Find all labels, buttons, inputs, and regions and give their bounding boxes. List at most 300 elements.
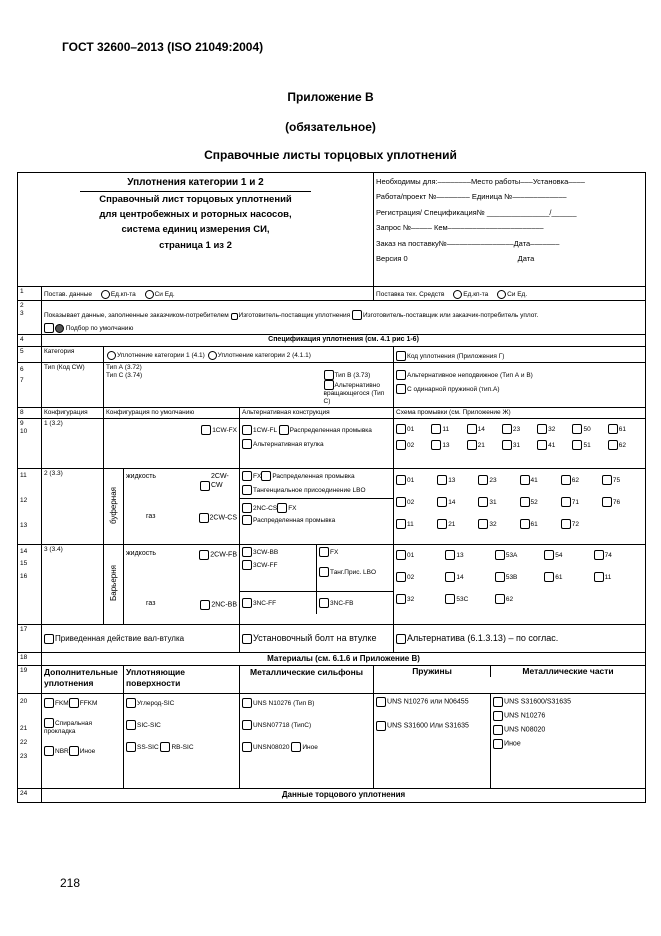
flush-plan-code: 11 (442, 426, 450, 433)
flush-plan-code: 02 (407, 499, 415, 506)
ffkm-option: FFKM (79, 700, 98, 707)
flush-plan-code: 13 (442, 442, 450, 449)
flush-plan-option[interactable] (478, 475, 519, 485)
supply-data-label: Постав. данные (44, 290, 92, 298)
tangential-lbo-option: Тангенциальное присоединение LBO (253, 487, 366, 494)
flush-plan-option[interactable] (594, 550, 643, 560)
config-3nc-ff: 3NC-FF (253, 600, 277, 607)
checkbox-icon[interactable] (478, 519, 488, 529)
checkbox-icon[interactable] (199, 513, 209, 523)
checkbox-icon (231, 313, 238, 320)
row-number: 6 7 (18, 362, 42, 407)
flush-plan-code: 61 (555, 574, 563, 581)
seal-faces-options (124, 694, 240, 789)
checkbox-icon[interactable] (396, 424, 406, 434)
info-request: Запрос №––––– Кем––––––––––––––––––––––– (376, 223, 544, 233)
checkbox-icon[interactable] (200, 600, 210, 610)
other-option: Иное (302, 744, 318, 751)
metal-parts-header: Металлические части (522, 666, 614, 677)
flush-plan-code: 31 (489, 499, 497, 506)
checkbox-icon[interactable] (520, 475, 530, 485)
alt-stationary-option: Альтернативное неподвижное (Тип А и В) (407, 371, 533, 379)
checkbox-icon[interactable] (201, 425, 211, 435)
flush-plan-option[interactable] (445, 550, 494, 560)
alternative-option: Альтернатива (6.1.3.13) – по соглас. (407, 633, 559, 643)
checkbox-icon[interactable] (437, 497, 447, 507)
checkbox-icon[interactable] (445, 550, 455, 560)
flush-plan-code: 61 (618, 426, 626, 433)
info-project-number: Работа/проект №–––––––– Единица №––––––––––––– (376, 192, 567, 202)
row-number: 18 (18, 653, 42, 666)
type-a-option: Тип А (3.72) (106, 363, 142, 371)
row-number: 1 (18, 287, 42, 301)
checkbox-icon[interactable] (242, 439, 252, 449)
flush-plan-code: 53C (456, 596, 469, 603)
flush-plans-config-3 (394, 545, 646, 625)
flush-plan-option[interactable] (572, 440, 607, 450)
checkbox-icon[interactable] (279, 425, 289, 435)
buffer-label: буферная (108, 486, 118, 524)
row-number: 17 (18, 625, 42, 653)
checkbox-icon[interactable] (242, 598, 252, 608)
buffer-cell (104, 469, 124, 545)
flush-plan-code: 51 (583, 442, 591, 449)
checkbox-icon[interactable] (396, 519, 406, 529)
checkbox-icon[interactable] (431, 424, 441, 434)
flush-plan-option[interactable] (495, 594, 544, 604)
config-2cw-cs: 2CW-CS (209, 513, 237, 521)
flush-plan-code: 13 (456, 552, 464, 559)
checkbox-icon[interactable] (495, 550, 505, 560)
flush-plan-option[interactable] (396, 440, 431, 450)
sic-sic-option: SIC-SIC (137, 722, 161, 729)
checkbox-icon[interactable] (126, 720, 136, 730)
checkbox-icon[interactable] (69, 746, 79, 756)
flush-plan-option[interactable] (602, 497, 643, 507)
flush-plan-option[interactable] (520, 519, 561, 529)
radio-icon[interactable] (453, 290, 462, 299)
alt-rotating-option: Альтернативно вращающегося (Тип С) (323, 381, 385, 405)
flush-plan-option[interactable] (445, 572, 494, 582)
liquid-label: жидкость (126, 550, 157, 558)
config-2-label: 2 (3.3) (42, 469, 104, 545)
checkbox-icon[interactable] (291, 742, 301, 752)
seal-datasheet-table (17, 172, 646, 803)
checkbox-icon[interactable] (396, 384, 406, 394)
checkbox-icon[interactable] (537, 440, 547, 450)
flush-plan-option[interactable] (437, 519, 478, 529)
config-1-default (104, 419, 240, 469)
flush-plan-option[interactable] (608, 440, 643, 450)
spiral-gasket-option: Спиральная прокладка (44, 720, 92, 736)
flush-plan-option[interactable] (520, 497, 561, 507)
sheet-title-line1: Справочный лист торцовых уплотнений (99, 194, 292, 205)
carbon-sic-option: Углерод-SIC (137, 700, 175, 707)
flush-plan-header: Схема промывки (см. Приложение Ж) (394, 408, 646, 419)
secondary-seals-options (42, 694, 124, 789)
checkbox-icon[interactable] (502, 440, 512, 450)
checkbox-icon[interactable] (242, 560, 252, 570)
row-number: 9 10 (18, 419, 42, 469)
flush-plan-code: 74 (604, 552, 612, 559)
rows-2-3 (42, 301, 646, 335)
set-screw-cell (240, 625, 394, 653)
checkbox-icon[interactable] (277, 503, 287, 513)
checkbox-icon[interactable] (467, 424, 477, 434)
fx-option: FX (253, 473, 262, 480)
springs-metal-options (374, 694, 646, 789)
checkbox-icon[interactable] (242, 485, 252, 495)
metal-n08020-option: UNS N08020 (504, 726, 546, 734)
config-2cw-fb: 2CW-FB (210, 551, 237, 559)
flush-plan-code: 01 (407, 477, 415, 484)
checkbox-icon[interactable] (478, 497, 488, 507)
flush-plan-option[interactable] (437, 475, 478, 485)
checkbox-icon[interactable] (396, 634, 406, 644)
checkbox-icon[interactable] (319, 567, 329, 577)
config-2-default (124, 469, 240, 545)
alternative-design-header: Альтернативная конструкция (240, 408, 394, 419)
annex-name: Справочные листы торцовых уплотнений (204, 148, 457, 162)
checkbox-icon[interactable] (437, 475, 447, 485)
flush-plan-code: 62 (571, 477, 579, 484)
metal-bellows-options (240, 694, 374, 789)
checkbox-icon[interactable] (520, 497, 530, 507)
document-header: ГОСТ 32600–2013 (ISO 21049:2004) (62, 40, 264, 54)
default-configuration-header: Конфигурация по умолчанию (104, 408, 240, 419)
flush-plan-option[interactable] (396, 519, 437, 529)
checkbox-icon (352, 310, 362, 320)
checkbox-icon[interactable] (493, 725, 503, 735)
uns-n10276-option: UNS N10276 (Тип В) (253, 700, 315, 707)
radio-icon[interactable] (208, 351, 217, 360)
barrier-cell (104, 545, 124, 625)
config-1cw-fl: 1CW-FL (253, 427, 277, 434)
flush-plan-option[interactable] (396, 497, 437, 507)
flush-plan-code: 01 (407, 552, 415, 559)
flush-plans-config-1 (394, 419, 646, 469)
checkbox-icon[interactable] (242, 634, 252, 644)
checkbox-icon[interactable] (572, 424, 582, 434)
flush-plan-code: 76 (612, 499, 621, 506)
flush-plan-option[interactable] (561, 497, 602, 507)
checkbox-icon[interactable] (396, 475, 406, 485)
row-number: 4 (18, 335, 42, 347)
config-3nc-fb: 3NC-FB (330, 600, 354, 607)
checkbox-icon[interactable] (324, 370, 334, 380)
radio-icon[interactable] (497, 290, 506, 299)
flush-plan-option[interactable] (437, 497, 478, 507)
tangential-lbo-option: Танг.Прис. LBO (330, 569, 377, 576)
checkbox-icon[interactable] (493, 697, 503, 707)
gas-label: газ (146, 512, 156, 520)
checkbox-icon[interactable] (396, 351, 406, 361)
flush-plan-grid (396, 550, 643, 604)
checkbox-icon[interactable] (561, 497, 571, 507)
flush-plan-code: 41 (548, 442, 556, 449)
manufacturer-or-customer-legend: Изготовитель-поставщик или заказчик-потребитель уплот. (362, 311, 539, 319)
checkbox-icon[interactable] (561, 475, 571, 485)
sheet-title-line2: для центробежных и роторных насосов, (99, 209, 292, 221)
metal-s31600-option: UNS S31600/S31635 (504, 698, 571, 706)
flush-plan-code: 53A (505, 552, 518, 559)
checkbox-icon[interactable] (608, 424, 618, 434)
row-1-left (42, 287, 374, 301)
checkbox-icon[interactable] (467, 440, 477, 450)
flush-plan-option[interactable] (445, 594, 494, 604)
flush-plan-option[interactable] (478, 519, 519, 529)
checkbox-icon[interactable] (44, 746, 54, 756)
tech-supply-label: Поставка тех. Средств (376, 290, 445, 298)
checkbox-icon[interactable] (319, 547, 329, 557)
flush-plan-option[interactable] (544, 572, 593, 582)
checkbox-icon[interactable] (445, 594, 455, 604)
flush-plan-code: 13 (448, 477, 456, 484)
checkbox-icon[interactable] (44, 698, 54, 708)
barrier-label: Барьерня (108, 565, 118, 602)
checkbox-icon[interactable] (126, 742, 136, 752)
config-2nc-bb: 2NC-BB (211, 601, 237, 609)
checkbox-icon[interactable] (396, 594, 406, 604)
checkbox-icon[interactable] (242, 698, 252, 708)
radio-icon[interactable] (101, 290, 110, 299)
sheet-title-line3: система единиц измерения СИ, (121, 224, 270, 236)
spring-s31600-option: UNS S31600 Или S31635 (387, 722, 469, 730)
flush-plan-option[interactable] (502, 440, 537, 450)
uns-n08020-option: UNSN08020 (253, 744, 290, 751)
default-selection-icon (55, 324, 64, 333)
flush-plan-code: 41 (530, 477, 538, 484)
distributed-flush-option: Распределенная промывка (272, 473, 355, 480)
flush-plan-option[interactable] (396, 550, 445, 560)
checkbox-icon[interactable] (199, 550, 209, 560)
checkbox-icon[interactable] (69, 698, 79, 708)
config-2nc-cs: 2NC-CS (253, 505, 278, 512)
annex-title: Приложение В (287, 90, 374, 104)
sheet-category-title: Уплотнения категории 1 и 2 (80, 175, 311, 192)
customer-data-legend: Показывает данные, заполненные заказчиком-потребителем (44, 311, 229, 319)
checkbox-icon[interactable] (261, 471, 271, 481)
flush-plan-grid (396, 475, 643, 529)
checkbox-icon[interactable] (561, 519, 571, 529)
config-1cw-fx: 1CW-FX (212, 427, 237, 434)
springs-metal-header (374, 666, 646, 694)
checkbox-icon[interactable] (437, 519, 447, 529)
flush-plan-code: 61 (530, 521, 538, 528)
checkbox-icon[interactable] (126, 698, 136, 708)
fx-option: FX (288, 505, 297, 512)
flush-plan-option[interactable] (608, 424, 643, 434)
flush-plan-code: 21 (448, 521, 456, 528)
flush-plan-code: 23 (489, 477, 497, 484)
default-selection-label: Подбор по умолчанию (65, 324, 134, 332)
flush-plan-code: 21 (477, 442, 485, 449)
flush-plan-code: 71 (571, 499, 579, 506)
checkbox-icon[interactable] (242, 503, 252, 513)
flush-plan-code: 54 (555, 552, 563, 559)
checkbox-icon[interactable] (544, 550, 554, 560)
flush-plan-option[interactable] (537, 424, 572, 434)
liquid-label: жидкость (126, 473, 157, 481)
checkbox-icon[interactable] (602, 497, 612, 507)
checkbox-icon[interactable] (445, 572, 455, 582)
row-number: 2 3 (18, 301, 42, 335)
radio-icon[interactable] (145, 290, 154, 299)
flush-plan-option[interactable] (396, 572, 445, 582)
flush-plan-option[interactable] (602, 475, 643, 485)
flush-plan-option[interactable] (396, 424, 431, 434)
page-number: 218 (60, 876, 81, 890)
sleeve-drive-option: Приведенная действие вал-втулка (55, 633, 185, 643)
row-1-right (374, 287, 646, 301)
type-label: Тип (Код CW) (42, 362, 104, 407)
annex-status: (обязательное) (285, 120, 376, 134)
checkbox-icon[interactable] (396, 497, 406, 507)
checkbox-icon[interactable] (431, 440, 441, 450)
row-number: 19 (18, 666, 42, 694)
info-order: Заказ на поставку№––––––––––––––––Дата––––––– (376, 238, 560, 248)
seal-data-heading: Данные торцового уплотнения (42, 789, 646, 803)
checkbox-icon[interactable] (319, 598, 329, 608)
checkbox-icon[interactable] (502, 424, 512, 434)
flush-plan-option[interactable] (431, 424, 466, 434)
flush-plan-option[interactable] (467, 440, 502, 450)
checkbox-icon (44, 323, 54, 333)
checkbox-icon[interactable] (396, 440, 406, 450)
config-1-alternative (240, 419, 394, 469)
checkbox-icon[interactable] (324, 380, 334, 390)
checkbox-icon[interactable] (44, 718, 54, 728)
flush-plan-option[interactable] (502, 424, 537, 434)
checkbox-icon[interactable] (160, 742, 170, 752)
flush-plan-code: 01 (407, 426, 415, 433)
single-spring-option: С одинарной пружиной (тип.А) (407, 385, 500, 393)
flush-plan-option[interactable] (537, 440, 572, 450)
category-2-option: Уплотнение категории 2 (4.1.1) (217, 352, 311, 360)
flush-plan-code: 62 (505, 596, 514, 603)
checkbox-icon[interactable] (200, 481, 210, 491)
checkbox-icon[interactable] (537, 424, 547, 434)
set-screw-option: Установочный болт на втулке (253, 633, 377, 643)
si-units-option: Си Ед. (507, 290, 528, 298)
checkbox-icon[interactable] (242, 742, 252, 752)
flush-plan-code: 14 (456, 574, 464, 581)
other-option: Иное (79, 748, 96, 756)
flush-plan-option[interactable] (572, 424, 607, 434)
checkbox-icon[interactable] (376, 721, 386, 731)
flush-plan-option[interactable] (495, 550, 544, 560)
flush-plan-option[interactable] (520, 475, 561, 485)
flush-plans-config-2 (394, 469, 646, 545)
checkbox-icon[interactable] (594, 572, 604, 582)
config-3-alternative (240, 545, 394, 625)
fkm-option: FKM (55, 700, 69, 707)
checkbox-icon[interactable] (495, 572, 505, 582)
flush-plan-code: 14 (448, 499, 456, 506)
checkbox-icon[interactable] (544, 572, 554, 582)
flush-plan-option[interactable] (561, 519, 602, 529)
checkbox-icon[interactable] (242, 720, 252, 730)
flush-plan-code: 53B (505, 574, 518, 581)
sheet-title-block (18, 173, 374, 287)
flush-plan-code: 14 (477, 426, 485, 433)
row-number: 11 12 13 (18, 469, 42, 545)
flush-plan-code: 11 (604, 574, 612, 581)
alternative-sleeve-option: Альтернативная втулка (253, 441, 324, 448)
checkbox-icon[interactable] (608, 440, 618, 450)
uns-n07718-option: UNSN07718 (ТипС) (253, 722, 312, 729)
flush-plan-option[interactable] (396, 475, 437, 485)
flush-plan-option[interactable] (478, 497, 519, 507)
checkbox-icon[interactable] (594, 550, 604, 560)
sheet-info-block (374, 173, 646, 287)
checkbox-icon[interactable] (572, 440, 582, 450)
fx-option: FX (330, 549, 339, 556)
other-option: Иное (504, 740, 521, 748)
config-3cw-bb: 3CW-BB (253, 549, 279, 556)
config-3cw-ff: 3CW-FF (253, 562, 278, 569)
configuration-header: Конфигурация (42, 408, 104, 419)
type-alternatives (394, 362, 646, 407)
checkbox-icon[interactable] (242, 547, 252, 557)
sleeve-drive-cell (42, 625, 240, 653)
checkbox-icon[interactable] (44, 634, 54, 644)
checkbox-icon[interactable] (493, 711, 503, 721)
flush-plan-option[interactable] (467, 424, 502, 434)
info-required-for: Необходимы для:––––––––Место работы–––Установка–––– (376, 177, 585, 186)
checkbox-icon[interactable] (396, 550, 406, 560)
seal-code-cell (394, 346, 646, 362)
flush-plan-option[interactable] (396, 594, 445, 604)
checkbox-icon[interactable] (493, 739, 503, 749)
type-c-option: Тип С (3.74) (106, 371, 143, 379)
secondary-seals-header: Дополнительные уплотнения (42, 666, 124, 694)
flush-plan-option[interactable] (431, 440, 466, 450)
config-2-alternative (240, 469, 394, 545)
checkbox-icon[interactable] (396, 370, 406, 380)
springs-header: Пружины (374, 666, 491, 677)
flush-plan-code: 75 (612, 477, 621, 484)
checkbox-icon[interactable] (520, 519, 530, 529)
si-units-option: Си Ед. (154, 290, 175, 298)
info-registration: Регистрация/ Спецификация№ _______________/______ (376, 207, 577, 217)
checkbox-icon[interactable] (495, 594, 505, 604)
nbr-option: NBR (55, 748, 69, 756)
checkbox-icon[interactable] (376, 697, 386, 707)
radio-icon[interactable] (107, 351, 116, 360)
checkbox-icon[interactable] (242, 425, 252, 435)
checkbox-icon[interactable] (602, 475, 612, 485)
seal-specification-heading: Спецификация уплотнения (см. 4.1 рис 1-6) (42, 335, 646, 347)
spring-n10276-option: UNS N10276 или N06455 (387, 698, 469, 706)
row-number: 24 (18, 789, 42, 803)
seal-code-label: Код уплотнения (Приложения Г) (407, 352, 505, 360)
checkbox-icon[interactable] (242, 515, 252, 525)
flush-plan-code: 72 (571, 521, 579, 528)
checkbox-icon[interactable] (242, 471, 252, 481)
flush-plan-option[interactable] (561, 475, 602, 485)
flush-plan-code: 32 (489, 521, 497, 528)
flush-plan-option[interactable] (544, 550, 593, 560)
units-option: Ед.кп-та (110, 290, 136, 298)
manufacturer-legend: Изготовитель-поставщик уплотнения (238, 311, 351, 319)
checkbox-icon[interactable] (396, 572, 406, 582)
flush-plan-option[interactable] (594, 572, 643, 582)
flush-plan-option[interactable] (495, 572, 544, 582)
flush-plan-code: 32 (407, 596, 415, 603)
type-b-cell (322, 362, 394, 407)
checkbox-icon[interactable] (478, 475, 488, 485)
